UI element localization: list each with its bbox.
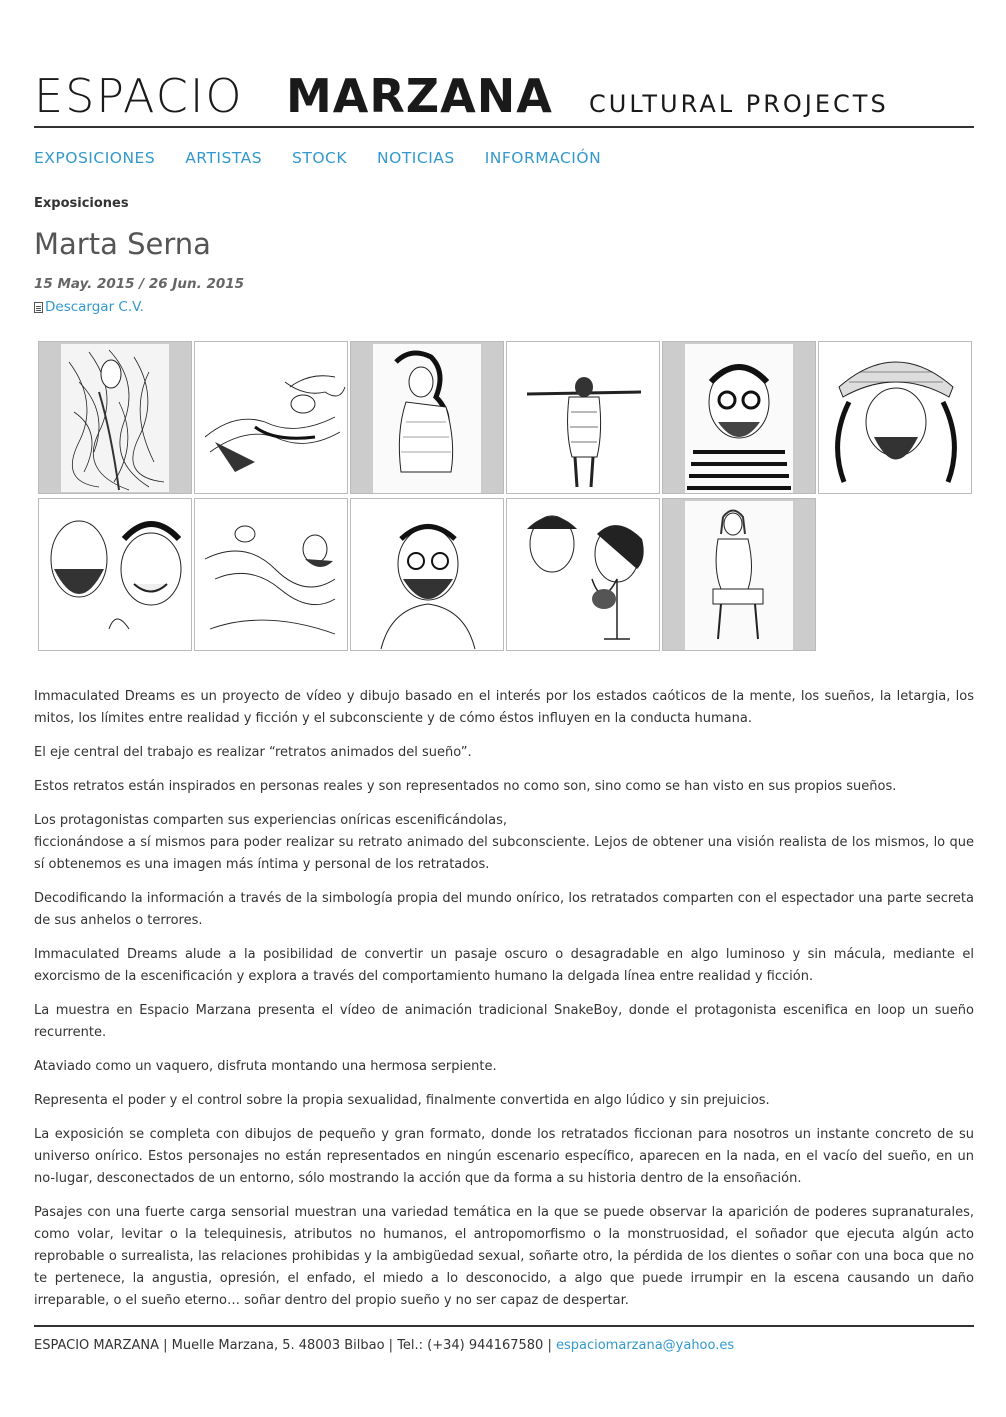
gallery-thumb[interactable] <box>194 498 348 651</box>
nav-item-informacion[interactable]: INFORMACIÓN <box>484 149 602 167</box>
gallery-thumb[interactable] <box>350 498 504 651</box>
download-cv-link[interactable] <box>34 299 144 315</box>
gallery-thumb[interactable] <box>506 498 660 651</box>
document-icon <box>34 302 43 313</box>
paragraph-line: Los protagonistas comparten sus experiencias oníricas escenificándolas, <box>34 813 508 828</box>
nav-item-noticias[interactable]: NOTICIAS <box>377 149 455 167</box>
paragraph: Estos retratos están inspirados en personas reales y son representados no como son, sino como se han visto en sus propios sueños. <box>34 779 897 794</box>
gallery-thumb[interactable] <box>38 341 192 494</box>
paragraph-line: ficcionándose a sí mismos para poder realizar su retrato animado del subconsciente. Lejos de obtener una visión realista de los mismos, lo que sí obtenemos es una imagen más íntima y personal de los retratados. <box>34 835 974 872</box>
gallery-thumb[interactable] <box>194 341 348 494</box>
site-footer <box>34 1325 974 1355</box>
page-title: Marta Serna <box>34 227 211 261</box>
footer-email-link[interactable]: espaciomarzana@yahoo.es <box>555 1338 735 1353</box>
site-header <box>34 69 974 128</box>
brand-logo-thin[interactable]: ESPACIO <box>34 69 244 123</box>
gallery-thumb[interactable] <box>662 341 816 494</box>
paragraph <box>34 810 974 876</box>
nav-item-artistas[interactable]: ARTISTAS <box>185 149 263 167</box>
brand-logo-bold[interactable]: MARZANA <box>286 69 553 123</box>
paragraph: Immaculated Dreams alude a la posibilidad de convertir un pasaje oscuro o desagradable en algo luminoso y sin mácula, mediante el exorcismo de la escenificación y explora a través del comportamiento humano la delgada línea entre realidad y ficción. <box>34 947 974 984</box>
main-nav <box>34 148 601 170</box>
download-cv-label: Descargar C.V. <box>45 299 144 315</box>
paragraph: Decodificando la información a través de la simbología propia del mundo onírico, los retratados comparten con el espectador una parte secreta de sus anhelos o terrores. <box>34 891 974 928</box>
paragraph: La exposición se completa con dibujos de pequeño y gran formato, donde los retratados ficcionan para nosotros un instante concreto de su universo onírico. Estos personajes no están representados en ningún escenario específico, aparecen en la nada, en el vacío del sueño, en un no-lugar, desconectados de un entorno, sólo mostrando la acción que da forma a su historia dentro de la ensoñación. <box>34 1127 974 1186</box>
footer-address: ESPACIO MARZANA | Muelle Marzana, 5. 48003 Bilbao | Tel.: (+34) 944167580 | <box>34 1338 556 1353</box>
exhibition-dates: 15 May. 2015 / 26 Jun. 2015 <box>34 276 245 292</box>
gallery-thumb[interactable] <box>38 498 192 651</box>
gallery-thumb[interactable] <box>818 341 972 494</box>
section-label: Exposiciones <box>34 196 129 211</box>
paragraph: Ataviado como un vaquero, disfruta montando una hermosa serpiente. <box>34 1059 497 1074</box>
nav-item-exposiciones[interactable]: EXPOSICIONES <box>34 149 156 167</box>
paragraph: La muestra en Espacio Marzana presenta el vídeo de animación tradicional SnakeBoy, donde el protagonista escenifica en loop un sueño recurrente. <box>34 1003 974 1040</box>
nav-item-stock[interactable]: STOCK <box>292 149 348 167</box>
gallery-thumb[interactable] <box>506 341 660 494</box>
gallery-thumb[interactable] <box>662 498 816 651</box>
paragraph: Representa el poder y el control sobre la propia sexualidad, finalmente convertida en algo lúdico y sin prejuicios. <box>34 1093 770 1108</box>
paragraph: El eje central del trabajo es realizar “retratos animados del sueño”. <box>34 745 472 760</box>
paragraph: Pasajes con una fuerte carga sensorial muestran una variedad temática en la que se puede observar la aparición de poderes supranaturales, como volar, levitar o la telequinesis, atributos no humanos, el antropomorfismo o la monstruosidad, el soñador que ejecuta algún acto reprobable o surrealista, las relaciones prohibidas y la ambigüedad sexual, soñarte otro, la pérdida de los dientes o soñar con una boca que no te pertenece, la angustia, opresión, el enfado, el miedo a lo desconocido, a algo que puede irrumpir en la escena causando un daño irreparable, o el sueño eterno… soñar dentro del propio sueño y no ser capaz de despertar. <box>34 1205 974 1308</box>
gallery-thumb[interactable] <box>350 341 504 494</box>
exhibition-description <box>34 686 974 1324</box>
brand-tagline: CULTURAL PROJECTS <box>589 90 889 118</box>
paragraph: Immaculated Dreams es un proyecto de vídeo y dibujo basado en el interés por los estados caóticos de la mente, los sueños, la letargia, los mitos, los límites entre realidad y ficción y el subconsciente y de cómo éstos influyen en la conducta humana. <box>34 689 974 726</box>
